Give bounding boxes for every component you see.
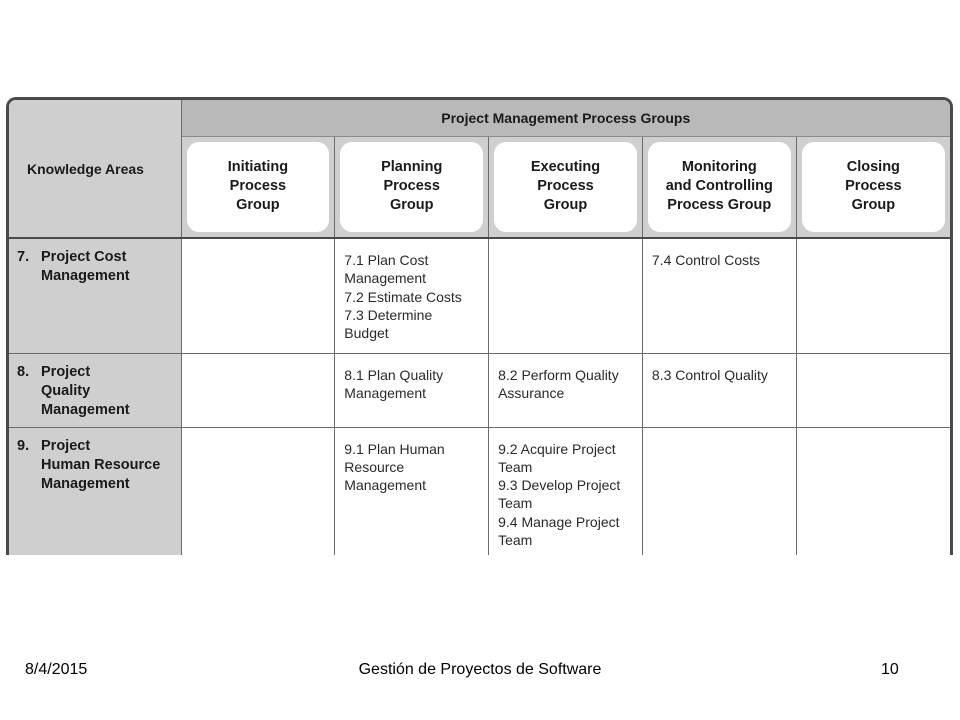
process-cell: 8.3 Control Quality bbox=[642, 353, 796, 427]
knowledge-area-number: 8. bbox=[17, 363, 30, 380]
process-cell bbox=[796, 353, 950, 427]
knowledge-area-name: Project Human Resource Management bbox=[41, 437, 161, 492]
group-initiating: Initiating Process Group bbox=[187, 142, 330, 232]
table-row bbox=[9, 353, 950, 427]
page-number: 10 bbox=[881, 661, 899, 678]
group-monitoring: Monitoring and Controlling Process Group bbox=[648, 142, 791, 232]
knowledge-area-cell bbox=[9, 238, 181, 353]
process-cell bbox=[489, 238, 643, 353]
process-cell bbox=[796, 238, 950, 353]
table-row bbox=[9, 238, 950, 353]
knowledge-area-name: Project Quality Management bbox=[41, 363, 130, 418]
group-cell-initiating bbox=[181, 136, 335, 238]
table-row bbox=[9, 427, 950, 555]
knowledge-area-number: 7. bbox=[17, 249, 30, 265]
group-closing: Closing Process Group bbox=[802, 142, 945, 232]
knowledge-area-cell bbox=[9, 427, 181, 555]
process-cell: 9.1 Plan Human Resource Management bbox=[335, 427, 489, 555]
process-cell bbox=[181, 353, 335, 427]
group-cell-executing bbox=[489, 136, 643, 238]
group-cell-planning bbox=[335, 136, 489, 238]
footer-title: Gestión de Proyectos de Software bbox=[358, 661, 602, 678]
process-groups-header: Project Management Process Groups bbox=[181, 100, 950, 136]
process-cell bbox=[642, 427, 796, 555]
group-cell-monitoring bbox=[642, 136, 796, 238]
process-cell bbox=[181, 427, 335, 555]
table-grid bbox=[9, 100, 950, 555]
process-cell: 8.1 Plan Quality Management bbox=[335, 353, 489, 427]
process-cell: 7.1 Plan Cost Management 7.2 Estimate Costs 7.3 Determine Budget bbox=[335, 238, 489, 353]
process-cell: 8.2 Perform Quality Assurance bbox=[489, 353, 643, 427]
footer-date: 8/4/2015 bbox=[25, 661, 88, 678]
process-groups-table bbox=[6, 97, 953, 555]
process-cell: 9.2 Acquire Project Team 9.3 Develop Project Team 9.4 Manage Project Team bbox=[489, 427, 643, 555]
group-cell-closing bbox=[796, 136, 950, 238]
knowledge-areas-header: Knowledge Areas bbox=[9, 100, 181, 238]
knowledge-area-cell bbox=[9, 353, 181, 427]
knowledge-area-name: Project Cost Management bbox=[41, 249, 130, 284]
group-executing: Executing Process Group bbox=[494, 142, 637, 232]
knowledge-area-number: 9. bbox=[17, 437, 30, 454]
process-cell bbox=[796, 427, 950, 555]
process-cell: 7.4 Control Costs bbox=[642, 238, 796, 353]
group-planning: Planning Process Group bbox=[340, 142, 483, 232]
process-cell bbox=[181, 238, 335, 353]
